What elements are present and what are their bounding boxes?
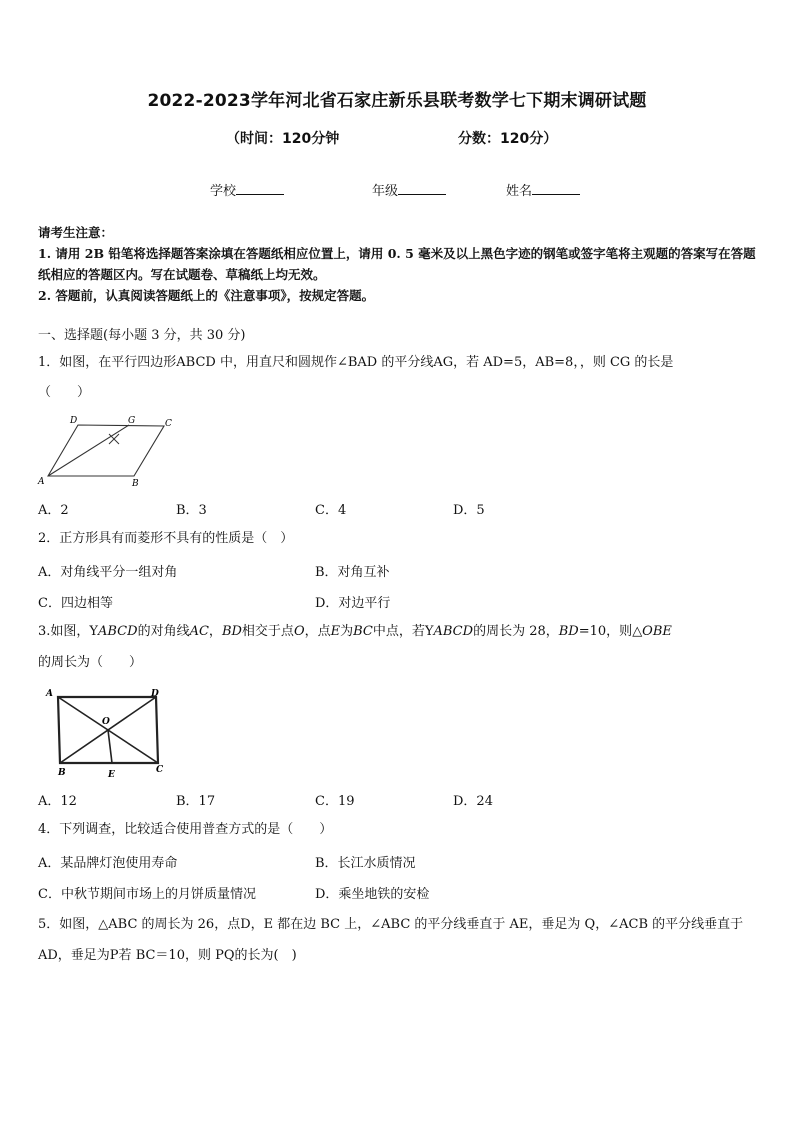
q3-text-3: 相交于点 [241,624,294,639]
school-label: 学校 [210,184,237,199]
notice-heading: 请考生注意： [38,225,114,240]
q1-option-a[interactable]: A．2 [38,503,69,518]
q3-obe: △OBE [632,624,672,639]
q1-paren: （ ） [38,385,91,400]
notice-item-1: 1. 请用 2B 铅笔将选择题答案涂填在答题纸相应位置上，请用 0. 5 毫米及以上黑色字迹的钢笔或签字笔将主观题的答案写在答题纸相应的答题区内。写在试题卷、草稿纸上均无效。 [38,246,756,282]
q1-option-d[interactable]: D．5 [453,503,485,518]
name-blank [532,182,580,195]
q3-comma: ， [208,624,222,639]
q3-text-8: ，则 [606,624,633,639]
page-title: 2022-2023学年河北省石家庄新乐县联考数学七下期末调研试题 [147,91,647,111]
q3-stem-line2: 的周长为（ ） [38,655,143,670]
q3-option-a[interactable]: A．12 [38,794,77,809]
q3-text-7: 的周长为 28， [473,624,559,639]
q3-ac: AC [189,624,209,639]
q3-e: E [330,624,341,639]
q1-option-c[interactable]: C．4 [315,503,347,518]
q4-option-a[interactable]: A．某品牌灯泡使用寿命 [38,856,178,871]
q3-label-c: C [156,765,164,775]
q1-label-b: B [132,479,139,489]
q3-bc: BC [353,624,373,639]
q3-segment-oe [108,730,112,763]
q3-option-c[interactable]: C．19 [315,794,355,809]
q3-label-b: B [58,768,66,778]
q2-option-b[interactable]: B．对角互补 [315,565,390,580]
q1-label-g: G [128,416,136,426]
q3-bd-2: BD [558,624,579,639]
q2-option-a[interactable]: A．对角线平分一组对角 [38,565,178,580]
school-blank [236,182,284,195]
q3-text-1: 3.如图， [38,624,90,639]
q2-option-c[interactable]: C．四边相等 [38,596,113,611]
q4-option-d[interactable]: D．乘坐地铁的安检 [315,887,430,902]
q3-parallelogram-symbol-2: Y [424,624,434,639]
q3-abcd: ABCD [98,624,138,639]
q3-text-2: 的对角线 [137,624,190,639]
q1-parallelogram [48,425,164,476]
q3-eq: =10 [578,624,607,639]
notice-item-2: 2. 答题前，认真阅读答题纸上的《注意事项》，按规定答题。 [38,288,375,303]
q3-text-5: 为 [340,624,354,639]
q5-stem: 5．如图，△ABC 的周长为 26，点D，E 都在边 BC 上，∠ABC 的平分线垂直于 AE，垂足为 Q，∠ACB 的平分线垂直于AD，垂足为P若 BC＝10，则 PQ的长为( ) [38,917,744,963]
grade-blank [398,182,446,195]
q3-bd: BD [221,624,242,639]
section-heading: 一、选择题(每小题 3 分，共 30 分) [38,328,246,343]
school-field [210,180,284,199]
q3-parallelogram-symbol: Y [89,624,98,639]
q3-figure [34,686,174,780]
q3-option-d[interactable]: D．24 [453,794,493,809]
q2-stem: 2．正方形具有而菱形不具有的性质是（ ） [38,531,294,546]
q1-figure [36,414,176,490]
name-field [506,180,580,199]
q2-option-d[interactable]: D．对边平行 [315,596,391,611]
exam-time: （时间：120分钟 [226,131,340,147]
grade-label: 年级 [372,184,399,199]
q3-option-b[interactable]: B．17 [176,794,216,809]
q1-bisector-ag [48,425,129,476]
q3-label-a: A [46,689,53,699]
q1-label-a: A [38,477,45,487]
q3-label-e: E [108,770,115,780]
q3-label-d: D [151,689,159,699]
q3-text-6: 中点，若 [372,624,425,639]
q1-label-c: C [165,419,172,429]
q3-stem-line1 [38,622,672,642]
q3-text-4: ，点 [304,624,331,639]
q4-option-b[interactable]: B．长江水质情况 [315,856,416,871]
q1-label-d: D [70,416,78,426]
q3-o: O [293,624,305,639]
notice-block [38,222,760,306]
grade-field [372,180,446,199]
name-label: 姓名 [506,184,533,199]
q1-stem: 1．如图，在平行四边形ABCD 中，用直尺和圆规作∠BAD 的平分线AG，若 AD=5，AB=8，，则 CG 的长是 [38,355,674,370]
q3-label-o: O [102,717,110,727]
q4-option-c[interactable]: C．中秋节期间市场上的月饼质量情况 [38,887,256,902]
exam-score: 分数：120分） [458,131,558,147]
q3-abcd-2: ABCD [433,624,474,639]
q4-stem: 4．下列调查，比较适合使用普查方式的是（ ） [38,822,333,837]
q1-option-b[interactable]: B．3 [176,503,207,518]
